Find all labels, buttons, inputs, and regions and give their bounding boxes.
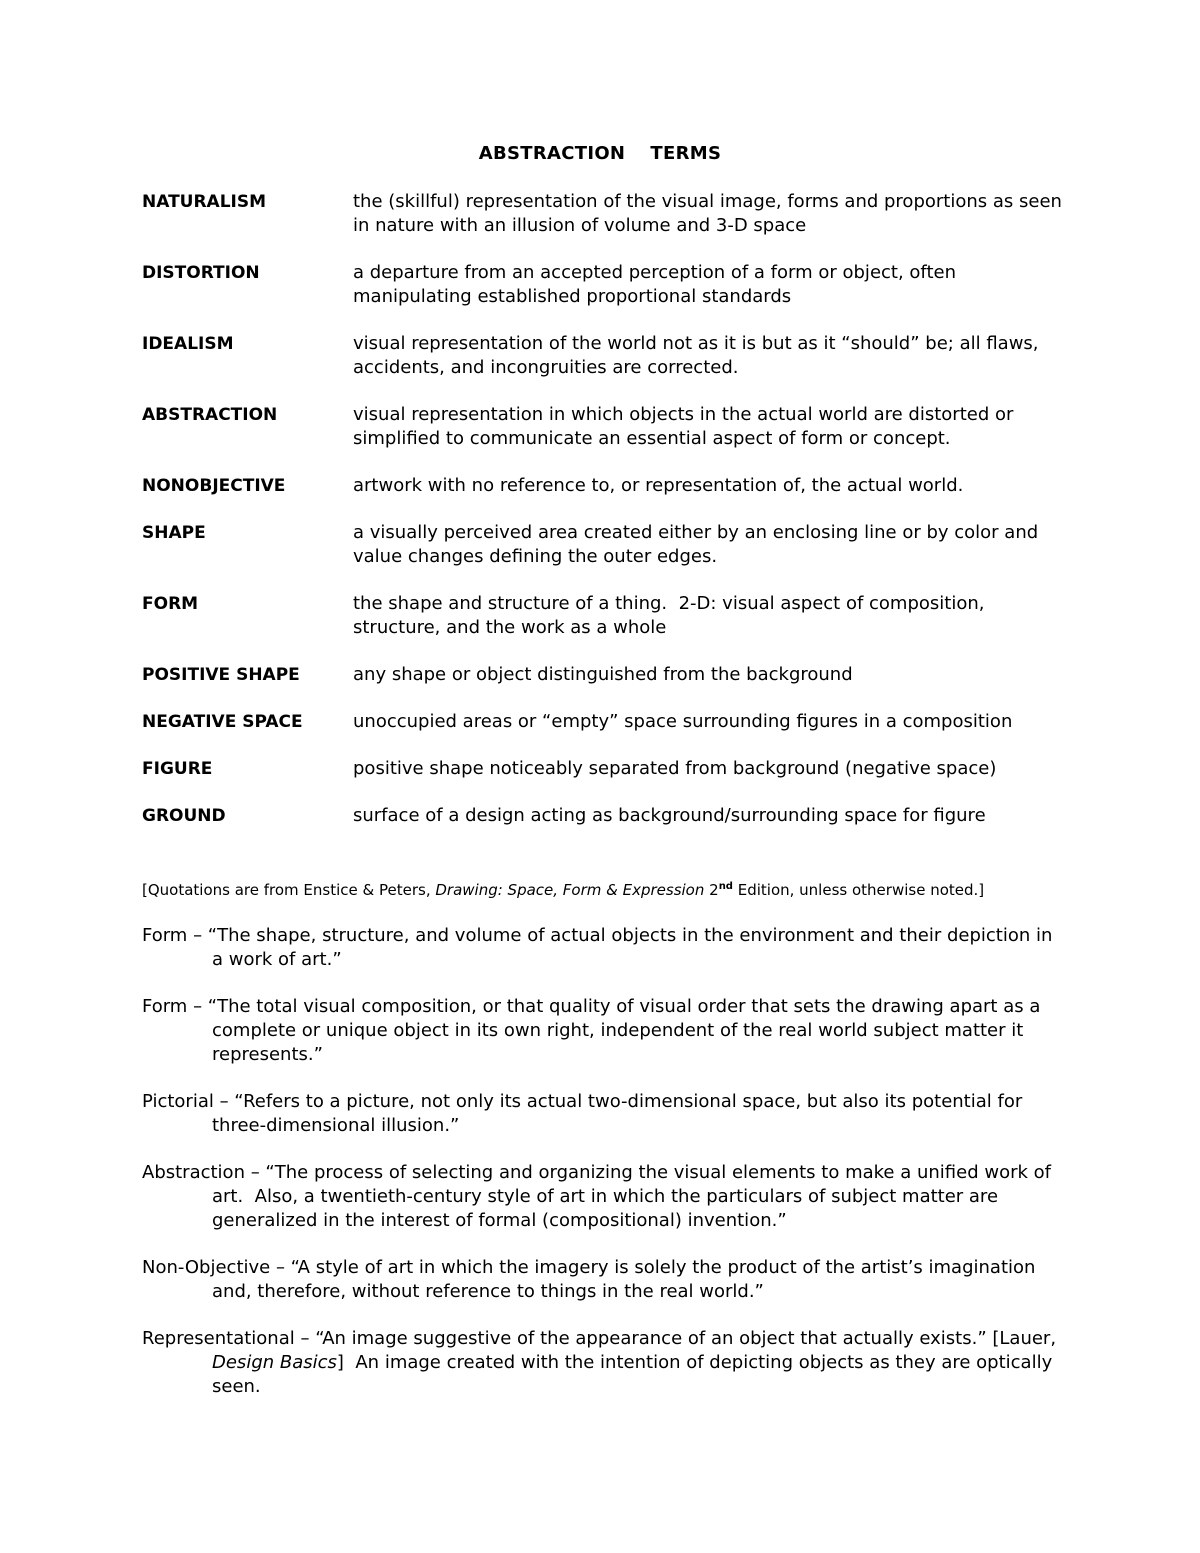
term-name: POSITIVE SHAPE <box>142 665 300 685</box>
quotation-term: Form <box>142 925 188 946</box>
term-definition: a departure from an accepted perception of a form or object, often manipulating established proportional standards <box>353 262 956 307</box>
term-row <box>142 804 1072 828</box>
citation-note <box>142 879 1072 901</box>
quotation-term: Pictorial <box>142 1091 214 1112</box>
term-name: FIGURE <box>142 759 213 779</box>
term-row <box>142 521 1072 569</box>
term-name: GROUND <box>142 806 226 826</box>
quotation-text: – “Refers to a picture, not only its actual two-dimensional space, but also its potential for three-dimensional illusion.” <box>212 1091 1023 1136</box>
quotations-list <box>142 924 1062 1422</box>
quotation-text: – “The total visual composition, or that quality of visual order that sets the drawing apart as a complete or unique object in its own right, independent of the real world subject matter it represents.” <box>187 996 1041 1065</box>
document-title: ABSTRACTION TERMS <box>478 143 722 164</box>
quotation-text: – “A style of art in which the imagery is solely the product of the artist’s imagination and, therefore, without reference to things in the real world.” <box>212 1257 1036 1302</box>
quotation <box>142 924 1062 972</box>
quotation-term: Representational <box>142 1328 295 1349</box>
quotation-text-continued: ] An image created with the intention of depicting objects as they are optically seen. <box>212 1352 1058 1397</box>
term-name: DISTORTION <box>142 263 260 283</box>
term-definition: any shape or object distinguished from the background <box>353 664 853 685</box>
term-name: IDEALISM <box>142 334 234 354</box>
term-definition: a visually perceived area created either by an enclosing line or by color and value changes defining the outer edges. <box>353 522 1039 567</box>
term-row <box>142 663 1072 687</box>
citation-edition-number: 2 <box>704 881 719 899</box>
term-row <box>142 757 1072 781</box>
quotation-term: Form <box>142 996 188 1017</box>
term-row <box>142 592 1072 640</box>
term-definition: visual representation in which objects in the actual world are distorted or simplified to communicate an essential aspect of form or concept. <box>353 404 1014 449</box>
term-name: SHAPE <box>142 523 206 543</box>
quotation-text: – “An image suggestive of the appearance of an object that actually exists.” [Lauer, <box>294 1328 1062 1349</box>
term-name: NONOBJECTIVE <box>142 476 286 496</box>
term-row <box>142 261 1072 309</box>
quotation-source-title: Design Basics <box>212 1352 337 1373</box>
term-definition: the (skillful) representation of the visual image, forms and proportions as seen in nature with an illusion of volume and 3-D space <box>353 191 1062 236</box>
quotation-text: – “The shape, structure, and volume of actual objects in the environment and their depiction in a work of art.” <box>187 925 1053 970</box>
term-row <box>142 190 1072 238</box>
quotation <box>142 1327 1062 1399</box>
citation-suffix: Edition, unless otherwise noted.] <box>732 881 985 899</box>
quotation-term: Abstraction <box>142 1162 245 1183</box>
quotation-term: Non-Objective <box>142 1257 271 1278</box>
term-definition: unoccupied areas or “empty” space surrounding figures in a composition <box>353 711 1013 732</box>
term-name: NATURALISM <box>142 192 267 212</box>
quotation-text: – “The process of selecting and organizing the visual elements to make a unified work of art. Also, a twentieth-century style of art in which the particulars of subject matter are generalized in the interest of formal (compositional) invention.” <box>212 1162 1057 1231</box>
term-name: NEGATIVE SPACE <box>142 712 303 732</box>
term-name: ABSTRACTION <box>142 405 278 425</box>
term-definition: surface of a design acting as background/surrounding space for figure <box>353 805 986 826</box>
term-row <box>142 403 1072 451</box>
term-row <box>142 710 1072 734</box>
quotation <box>142 1161 1062 1233</box>
citation-book-title: Drawing: Space, Form & Expression <box>435 881 705 899</box>
term-definition: positive shape noticeably separated from background (negative space) <box>353 758 997 779</box>
terms-list <box>142 190 1072 851</box>
term-definition: the shape and structure of a thing. 2-D: visual aspect of composition, structure, and the work as a whole <box>353 593 991 638</box>
term-row <box>142 474 1072 498</box>
term-definition: artwork with no reference to, or representation of, the actual world. <box>353 475 964 496</box>
quotation <box>142 995 1062 1067</box>
citation-edition-superscript: nd <box>718 881 733 892</box>
quotation <box>142 1256 1062 1304</box>
citation-prefix: [Quotations are from Enstice & Peters, <box>142 881 436 899</box>
term-name: FORM <box>142 594 199 614</box>
quotation <box>142 1090 1062 1138</box>
term-definition: visual representation of the world not as it is but as it “should” be; all flaws, accidents, and incongruities are corrected. <box>353 333 1039 378</box>
term-row <box>142 332 1072 380</box>
